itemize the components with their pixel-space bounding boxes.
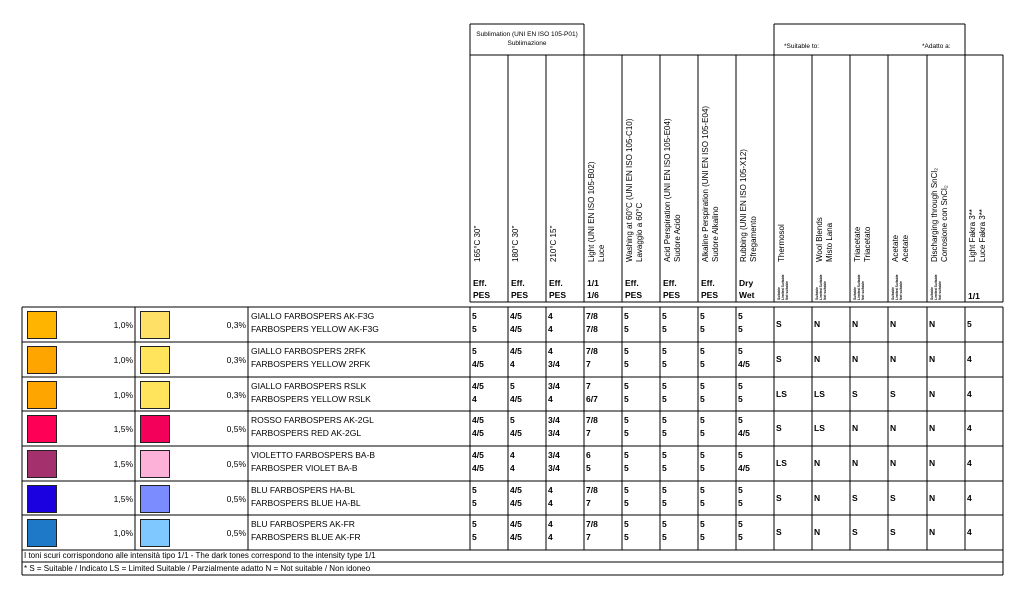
column-label: Discharging through SnCl₂ Corrosione con SnCl₂	[930, 167, 949, 262]
fastness-value: 5 4/5	[738, 415, 750, 438]
fastness-value: 5 5	[662, 311, 667, 334]
swatch-light	[140, 485, 170, 513]
swatch-dark	[27, 519, 57, 547]
fastness-value: 5	[967, 319, 972, 329]
dye-name-en: FARBOSPERS YELLOW AK-F3G	[251, 324, 379, 334]
fastness-value: 4/5 4/5	[472, 415, 484, 438]
fastness-value: 4	[967, 423, 972, 433]
column-label: 210°C 15''	[549, 225, 558, 262]
fastness-value: 4	[967, 493, 972, 503]
fastness-value: 7/8 7	[586, 415, 598, 438]
fastness-value: 7/8 7	[586, 346, 598, 369]
fastness-value: 4/5 4/5	[510, 485, 522, 508]
intensity-dark: 1,5%	[113, 494, 133, 504]
swatch-dark	[27, 381, 57, 409]
column-label: Alkaline Perspiration (UNI EN ISO 105-E04) Sudore Alkalino	[701, 105, 720, 262]
fastness-value: 5 5	[700, 311, 705, 334]
fastness-value: 5 5	[738, 485, 743, 508]
intensity-dark: 1,0%	[113, 390, 133, 400]
fastness-value: 5 5	[700, 381, 705, 404]
swatch-dark	[27, 450, 57, 478]
fastness-value: N	[890, 319, 897, 329]
fastness-value: 5 5	[662, 415, 667, 438]
fastness-value: S	[890, 527, 896, 537]
intensity-dark: 1,5%	[113, 424, 133, 434]
fastness-value: 5 5	[472, 485, 477, 508]
adatto-a-label: *Adatto a:	[922, 43, 951, 50]
fastness-value: 5 5	[700, 450, 705, 473]
intensity-dark: 1,0%	[113, 528, 133, 538]
intensity-light: 0,3%	[226, 390, 246, 400]
sublimation-subtitle: Sublimazione	[507, 40, 547, 47]
fastness-value: 3/4 3/4	[548, 450, 560, 473]
suitability-legend: Suitable Limited Suitable Not suitable	[853, 274, 866, 300]
fastness-value: N	[929, 354, 936, 364]
swatch-light	[140, 346, 170, 374]
fastness-value: 5 5	[700, 519, 705, 542]
fastness-value: 5 5	[738, 381, 743, 404]
column-label: 180°C 30''	[511, 225, 520, 262]
fastness-value: N	[929, 389, 936, 399]
sublimation-title: Sublimation (UNI EN ISO 105-P01)	[476, 31, 578, 38]
fastness-value: N	[814, 458, 821, 468]
fastness-value: 5 5	[662, 485, 667, 508]
fastness-value: N	[814, 527, 821, 537]
fastness-value: 5 5	[700, 485, 705, 508]
dye-name-it: BLU FARBOSPERS AK-FR	[251, 519, 355, 529]
swatch-dark	[27, 485, 57, 513]
fastness-value: 5 5	[624, 415, 629, 438]
column-code: Eff. PES	[663, 278, 681, 300]
fastness-value: N	[929, 458, 936, 468]
fastness-value: 4 4	[548, 311, 553, 334]
column-label: Rubbing (UNI EN ISO 105-X12) Sfregamento	[739, 149, 758, 262]
fastness-value: 5 5	[662, 519, 667, 542]
suitability-legend: Suitable Limited Suitable Not suitable	[930, 274, 943, 300]
intensity-dark: 1,5%	[113, 459, 133, 469]
suitable-to-label: *Suitable to:	[784, 43, 820, 50]
intensity-light: 0,3%	[226, 355, 246, 365]
fastness-value: N	[852, 319, 859, 329]
swatch-dark	[27, 311, 57, 339]
column-label: Acetate Acetate	[891, 234, 910, 262]
column-code: Eff. PES	[549, 278, 567, 300]
fastness-value: S	[776, 527, 782, 537]
fastness-value: 5 4/5	[472, 346, 484, 369]
swatch-light	[140, 415, 170, 443]
fastness-value: 7/8 7	[586, 519, 598, 542]
fastness-value: 5 4/5	[738, 346, 750, 369]
intensity-dark: 1,0%	[113, 320, 133, 330]
column-label: Washing at 60°C (UNI EN ISO 105-C10) Lavaggio a 60°C	[625, 118, 644, 262]
fastness-value: S	[852, 389, 858, 399]
fastness-value: N	[852, 423, 859, 433]
fastness-value: 6 5	[586, 450, 591, 473]
footer-note-tones: I toni scuri corrispondono alle intensità tipo 1/1 - The dark tones correspond to the intensity type 1/1	[24, 551, 376, 560]
column-label: Wool Blends Misto Lana	[815, 217, 834, 262]
intensity-light: 0,5%	[226, 528, 246, 538]
column-code: Dry Wet	[739, 278, 755, 300]
column-code: Eff. PES	[511, 278, 529, 300]
column-code: Eff. PES	[701, 278, 719, 300]
fastness-value: 5 5	[738, 311, 743, 334]
fastness-value: 7/8 7/8	[586, 311, 598, 334]
swatch-light	[140, 311, 170, 339]
fastness-value: 7/8 7	[586, 485, 598, 508]
fastness-value: 4 4	[548, 519, 553, 542]
fastness-value: S	[776, 423, 782, 433]
fastness-value: 5 5	[662, 381, 667, 404]
fastness-value: 4 4	[548, 485, 553, 508]
fastness-value: 5 5	[624, 519, 629, 542]
fastness-value: S	[852, 527, 858, 537]
fastness-value: N	[890, 354, 897, 364]
fastness-value: S	[776, 493, 782, 503]
fastness-value: 5 5	[662, 346, 667, 369]
column-label: Acid Perspiration (UNI EN ISO 105-E04) Sudore Acido	[663, 118, 682, 262]
fastness-value: 4 3/4	[548, 346, 560, 369]
fastness-value: 4/5 4/5	[510, 519, 522, 542]
fastness-value: 4	[967, 389, 972, 399]
fastness-value: LS	[814, 423, 825, 433]
dye-name-en: FARBOSPERS YELLOW 2RFK	[251, 359, 371, 369]
fastness-value: S	[890, 493, 896, 503]
fastness-value: N	[814, 319, 821, 329]
intensity-light: 0,5%	[226, 424, 246, 434]
fastness-value: 5 5	[624, 485, 629, 508]
fastness-value: 4 4	[510, 450, 515, 473]
fastness-value: 5 5	[624, 381, 629, 404]
column-label: 165°C 30''	[473, 225, 482, 262]
column-label: Thermosol	[777, 224, 786, 262]
fastness-value: N	[890, 423, 897, 433]
footer-note-legend: * S = Suitable / Indicato LS = Limited Suitable / Parzialmente adatto N = Not suitable / Non idoneo	[24, 564, 371, 573]
fastness-value: LS	[814, 389, 825, 399]
dye-name-en: FARBOSPERS YELLOW RSLK	[251, 394, 371, 404]
fastness-value: N	[814, 354, 821, 364]
fastness-value: S	[852, 493, 858, 503]
fastness-value: 5 4/5	[510, 415, 522, 438]
dye-name-en: FARBOSPERS RED AK-2GL	[251, 428, 362, 438]
fastness-value: 5 5	[624, 450, 629, 473]
fastness-value: 3/4 3/4	[548, 415, 560, 438]
fastness-value: N	[852, 458, 859, 468]
fastness-value: LS	[776, 389, 787, 399]
swatch-light	[140, 519, 170, 547]
swatch-dark	[27, 415, 57, 443]
swatch-dark	[27, 346, 57, 374]
fastness-value: 4/5 4	[472, 381, 484, 404]
fastness-value: S	[890, 389, 896, 399]
fastness-value: N	[929, 493, 936, 503]
fastness-value: 4	[967, 354, 972, 364]
intensity-light: 0,3%	[226, 320, 246, 330]
intensity-light: 0,5%	[226, 494, 246, 504]
fastness-value: 5 5	[662, 450, 667, 473]
suitability-legend: Suitable Limited Suitable Not suitable	[815, 274, 828, 300]
fastness-value: 5 5	[624, 346, 629, 369]
dye-name-it: ROSSO FARBOSPERS AK-2GL	[251, 415, 374, 425]
fastness-value: 5 5	[624, 311, 629, 334]
fastness-value: 4	[967, 458, 972, 468]
fastness-value: 3/4 4	[548, 381, 560, 404]
fastness-value: 7 6/7	[586, 381, 598, 404]
dye-name-it: GIALLO FARBOSPERS AK-F3G	[251, 311, 375, 321]
fastness-value: N	[929, 319, 936, 329]
fastness-value: N	[814, 493, 821, 503]
dye-name-en: FARBOSPERS BLUE AK-FR	[251, 532, 361, 542]
fastness-value: 5 5	[472, 519, 477, 542]
suitability-legend: Suitable Limited Suitable Not suitable	[777, 274, 790, 300]
dye-name-it: VIOLETTO FARBOSPERS BA-B	[251, 450, 376, 460]
column-code: 1/1 1/6	[587, 278, 599, 300]
fastness-value: N	[852, 354, 859, 364]
dye-name-en: FARBOSPERS BLUE HA-BL	[251, 498, 361, 508]
suitability-legend: Suitable Limited Suitable Not suitable	[891, 274, 904, 300]
fastness-value: 4/5 4/5	[472, 450, 484, 473]
fastness-value: S	[776, 354, 782, 364]
column-code: Eff. PES	[625, 278, 643, 300]
fastness-value: 5 4/5	[510, 381, 522, 404]
column-code: 1/1	[968, 291, 980, 301]
dye-name-it: BLU FARBOSPERS HA-BL	[251, 485, 355, 495]
dye-name-it: GIALLO FARBOSPERS 2RFK	[251, 346, 366, 356]
fastness-value: S	[776, 319, 782, 329]
dye-name-en: FARBOSPER VIOLET BA-B	[251, 463, 358, 473]
column-label: Triacetate Triacetato	[853, 226, 872, 262]
fastness-value: LS	[776, 458, 787, 468]
column-code: Eff. PES	[473, 278, 491, 300]
swatch-light	[140, 450, 170, 478]
fastness-value: 4/5 4/5	[510, 311, 522, 334]
column-label: Light (UNI EN ISO 105-B02) Luce	[587, 161, 606, 262]
fastness-value: 5 5	[738, 519, 743, 542]
fastness-value: 5 4/5	[738, 450, 750, 473]
fastness-value: 5 5	[700, 346, 705, 369]
fastness-value: N	[929, 423, 936, 433]
intensity-dark: 1,0%	[113, 355, 133, 365]
fastness-value: N	[929, 527, 936, 537]
fastness-value: 4/5 4	[510, 346, 522, 369]
fastness-value: 4	[967, 527, 972, 537]
intensity-light: 0,5%	[226, 459, 246, 469]
dye-name-it: GIALLO FARBOSPERS RSLK	[251, 381, 367, 391]
swatch-light	[140, 381, 170, 409]
fastness-value: N	[890, 458, 897, 468]
column-label: Light Fakra 3** Luce Fakra 3**	[968, 209, 987, 262]
fastness-value: 5 5	[472, 311, 477, 334]
fastness-value: 5 5	[700, 415, 705, 438]
